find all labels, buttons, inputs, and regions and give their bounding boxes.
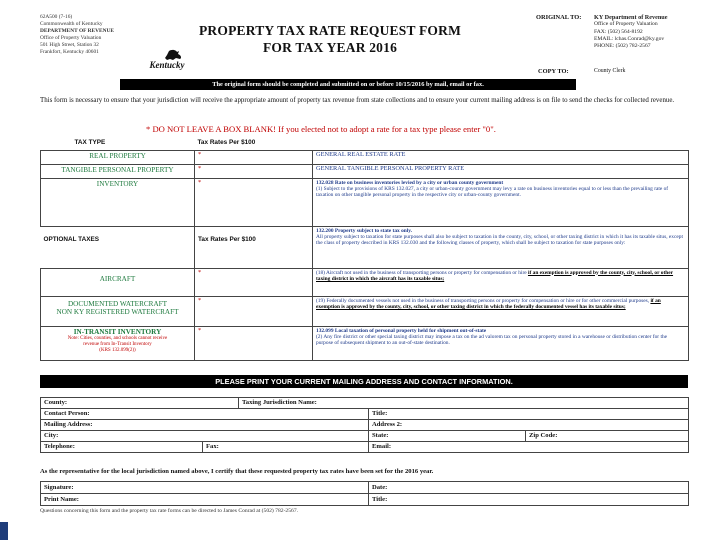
contact-banner: PLEASE PRINT YOUR CURRENT MAILING ADDRESS AND CONTACT INFORMATION. xyxy=(40,375,688,388)
title-line-1: PROPERTY TAX RATE REQUEST FORM xyxy=(198,23,462,38)
intro-text: This form is necessary to ensure that your jurisdiction will receive the appropriate amount of property tax revenue from state collections and to ensure your current mailing address is on file to send the checks for collected revenue. xyxy=(40,97,675,104)
print-name-field[interactable] xyxy=(41,494,369,506)
questions-footer: Questions concerning this form and the property tax rate forms can be directed to James Conrad at (502) 782-2567. xyxy=(40,508,299,514)
taxing-jurisdiction-field[interactable] xyxy=(239,398,689,409)
field-label: Taxing Jurisdiction Name: xyxy=(242,399,317,406)
statute-title: 132.028 Rate on business inventories levied by a city or urban county government xyxy=(316,179,504,186)
tax-description xyxy=(313,326,689,360)
contact-row xyxy=(41,398,689,409)
kentucky-logo xyxy=(143,48,191,72)
field-label: Title: xyxy=(372,410,388,417)
original-to-line: PHONE: (502) 782-2567 xyxy=(594,43,651,50)
tax-description: GENERAL REAL ESTATE RATE xyxy=(313,150,689,164)
type-line: IN-TRANSIT INVENTORY xyxy=(73,327,162,336)
tax-rate-header: Tax Rates Per $100 xyxy=(197,139,256,146)
field-label: Date: xyxy=(372,484,388,491)
address2-field[interactable] xyxy=(369,420,689,431)
tax-type-label xyxy=(41,326,195,360)
statute-body: (1) Subject to the provisions of KRS 132.027, a city or urban-county government may levy a rate on business inventories equal to or less than the prevailing rate of taxation on other tangible personal property in the respective city or urban-county government. xyxy=(316,185,669,199)
type-line: NON KY REGISTERED WATERCRAFT xyxy=(56,307,179,316)
tax-description xyxy=(313,268,689,296)
tax-description: GENERAL TANGIBLE PERSONAL PROPERTY RATE xyxy=(313,164,689,178)
rate-input-tangible[interactable] xyxy=(195,164,313,178)
rate-input-in-transit[interactable] xyxy=(195,326,313,360)
contact-row xyxy=(41,442,689,453)
required-star: * xyxy=(198,326,202,334)
contact-row xyxy=(41,409,689,420)
required-star: * xyxy=(198,268,202,276)
sender-line: Commonwealth of Kentucky xyxy=(40,21,103,27)
tax-description xyxy=(313,178,689,226)
required-star: * xyxy=(198,164,202,172)
copy-to-value: County Clerk xyxy=(594,68,626,74)
field-label: County: xyxy=(44,399,68,406)
tax-type-label: AIRCRAFT xyxy=(41,268,195,296)
tax-type-label xyxy=(41,296,195,326)
field-label: Address 2: xyxy=(372,421,403,428)
telephone-field[interactable] xyxy=(41,442,203,453)
mailing-address-field[interactable] xyxy=(41,420,369,431)
logo-text: Kentucky xyxy=(149,60,185,70)
tax-type-header: TAX TYPE xyxy=(74,139,106,146)
tax-type-label: INVENTORY xyxy=(41,178,195,226)
statute-condition: if an exemption is approved by the county, city, school, or other taxing district in which the federally documented vessel has its taxable situs; xyxy=(316,297,661,310)
rate-row-watercraft xyxy=(41,296,689,326)
rate-input-real-property[interactable] xyxy=(195,150,313,164)
blank-box-warning: * DO NOT LEAVE A BOX BLANK! If you elected not to adopt a rate for a tax type please enter "0". xyxy=(146,124,496,134)
rate-input-watercraft[interactable] xyxy=(195,296,313,326)
rate-row-in-transit xyxy=(41,326,689,360)
state-field[interactable] xyxy=(369,431,526,442)
tax-description xyxy=(313,296,689,326)
certification-text: As the representative for the local jurisdiction named above, I certify that these requested property tax rates have been set for the 2016 year. xyxy=(40,468,434,475)
field-label: Mailing Address: xyxy=(44,421,93,428)
rate-row-real-property xyxy=(41,150,689,164)
rate-input-inventory[interactable] xyxy=(195,178,313,226)
field-label: Zip Code: xyxy=(529,432,558,439)
title-line-2: FOR TAX YEAR 2016 xyxy=(262,40,398,55)
statute-title: 132.099 Local taxation of personal property held for shipment out-of-state xyxy=(316,327,487,334)
form-id: 62A500 (7-16) xyxy=(40,14,73,20)
statute-title: 132.200 Property subject to state tax only. xyxy=(316,227,413,234)
transit-note: (KRS 132.099(2)) xyxy=(99,347,136,353)
signer-title-field[interactable] xyxy=(369,494,689,506)
statute-body: (19) Federally documented vessels not used in the business of transporting persons or property for compensation or hire or for other commercial purposes, xyxy=(316,297,651,304)
original-to-label: ORIGINAL TO: xyxy=(536,14,582,21)
original-to-line: KY Department of Revenue xyxy=(594,14,668,21)
rates-header-row xyxy=(41,139,689,150)
field-label: Fax: xyxy=(206,443,219,450)
optional-taxes-row xyxy=(41,226,689,268)
required-star: * xyxy=(198,296,202,304)
signature-table xyxy=(40,481,688,506)
statute-body: (2) Any fire district or other special taxing district may impose a tax on the ad valorem tax on personal property stored in a warehouse or distribution center for the purpose of subsequent shipment to an out-of-state destination. xyxy=(316,333,668,347)
original-to-block xyxy=(594,14,716,50)
sender-line: Office of Property Valuation xyxy=(40,35,102,41)
optional-rate-header: Tax Rates Per $100 xyxy=(198,235,256,243)
optional-taxes-header: OPTIONAL TAXES xyxy=(43,235,100,243)
corner-accent xyxy=(0,522,8,540)
contact-row xyxy=(41,420,689,431)
tax-type-label: TANGIBLE PERSONAL PROPERTY xyxy=(41,164,195,178)
required-star: * xyxy=(198,178,202,186)
sender-line: DEPARTMENT OF REVENUE xyxy=(40,28,114,34)
field-label: City: xyxy=(44,432,59,439)
date-field[interactable] xyxy=(369,482,689,494)
county-field[interactable] xyxy=(41,398,239,409)
rate-input-aircraft[interactable] xyxy=(195,268,313,296)
rate-row-aircraft xyxy=(41,268,689,296)
field-label: Contact Person: xyxy=(44,410,90,417)
tax-rates-table xyxy=(40,139,688,361)
submission-banner: The original form should be completed and submitted on or before 10/15/2016 by mail, email or fax. xyxy=(120,79,576,90)
contact-person-field[interactable] xyxy=(41,409,369,420)
field-label: Email: xyxy=(372,443,392,450)
rate-row-tangible xyxy=(41,164,689,178)
sender-line: Frankfort, Kentucky 40601 xyxy=(40,49,99,55)
field-label: Telephone: xyxy=(44,443,75,450)
optional-intro xyxy=(313,226,689,268)
transit-note: revenue from In-Transit Inventory xyxy=(83,341,152,347)
zip-field[interactable] xyxy=(526,431,689,442)
field-label: State: xyxy=(372,432,389,439)
field-label: Print Name: xyxy=(44,496,79,503)
statute-body: All property subject to taxation for state purposes shall also be subject to taxation in the county, city, school, or other taxing district in which it has its taxable situs, except the class of property described in KRS 132.030 and the following classes of property, which shall be subject to taxation for state purposes only: xyxy=(316,233,683,247)
city-field[interactable] xyxy=(41,431,369,442)
signature-field[interactable] xyxy=(41,482,369,494)
contact-table xyxy=(40,397,688,453)
original-to-line: FAX: (502) 564-8192 xyxy=(594,28,643,35)
signature-row xyxy=(41,482,689,494)
transit-note: Note: Cities, counties, and schools cannot receive xyxy=(67,335,168,341)
field-label: Title: xyxy=(372,496,388,503)
tax-type-label: REAL PROPERTY xyxy=(41,150,195,164)
contact-row xyxy=(41,431,689,442)
statute-body: (18) Aircraft not used in the business of transporting persons or property for compensation or hire xyxy=(316,269,528,276)
required-star: * xyxy=(198,150,202,158)
signature-row xyxy=(41,494,689,506)
type-line: DOCUMENTED WATERCRAFT xyxy=(67,299,168,308)
rate-row-inventory xyxy=(41,178,689,226)
field-label: Signature: xyxy=(44,484,74,491)
form-title xyxy=(196,22,464,56)
sender-line: 501 High Street, Station 32 xyxy=(40,42,99,48)
email-field[interactable] xyxy=(369,442,689,453)
statute-condition: if an exemption is approved by the county, city, school, or other taxing district in which the aircraft has its taxable situs; xyxy=(316,269,674,282)
title-field[interactable] xyxy=(369,409,689,420)
original-to-line: Office of Property Valuation xyxy=(594,21,658,28)
original-to-line: EMAIL: lchas.Conrad@ky.gov xyxy=(594,35,665,42)
copy-to-label: COPY TO: xyxy=(538,68,569,75)
fax-field[interactable] xyxy=(203,442,369,453)
